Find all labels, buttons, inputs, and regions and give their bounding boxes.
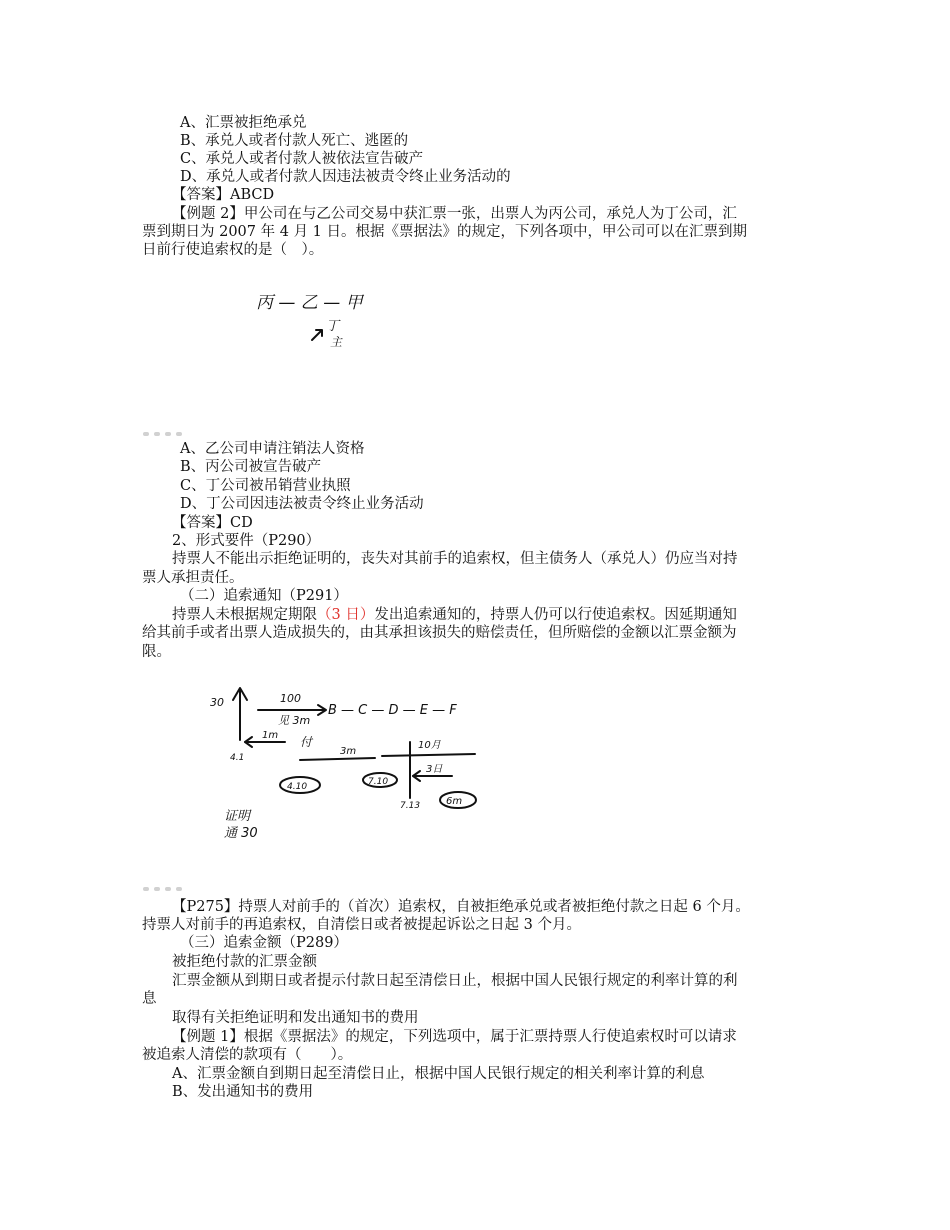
sketch2-3d: 3日: [426, 764, 443, 775]
paragraph-line: 限。: [142, 644, 171, 660]
option-c: C、丁公司被吊销营业执照: [180, 478, 351, 494]
paragraph-line: 票人承担责任。: [142, 570, 244, 586]
paragraph-line: 给其前手或者出票人造成损失的，由其承担该损失的赔偿责任，但所赔偿的金额以汇票金额为: [142, 625, 737, 641]
option-b: B、发出通知书的费用: [172, 1084, 314, 1100]
list-item: 取得有关拒绝证明和发出通知书的费用: [172, 1010, 419, 1026]
option-a: A、汇票金额自到期日起至清偿日止，根据中国人民银行规定的相关利率计算的利息: [172, 1066, 705, 1082]
option-b: B、丙公司被宣告破产: [180, 459, 322, 475]
option-a: A、汇票被拒绝承兑: [180, 115, 307, 131]
sketch2-line-d: [382, 754, 475, 756]
sketch2-10m: 10月: [418, 740, 441, 751]
sketch1-arrow: [312, 330, 322, 340]
example-2-line-2: 票到期日为 2007 年 4 月 1 日。根据《票据法》的规定，下列各项中，甲公司可以在汇票到期: [142, 224, 748, 240]
list-item: 汇票金额从到期日或者提示付款日起至清偿日止，根据中国人民银行规定的利率计算的利: [172, 973, 738, 989]
handwritten-sketch-2: [200, 680, 550, 845]
example-1-line-1: 【例题 1】根据《票据法》的规定，下列选项中，属于汇票持票人行使追索权时可以请求: [172, 1029, 737, 1045]
option-a: A、乙公司申请注销法人资格: [180, 441, 365, 457]
sketch1-chain: 丙 — 乙 — 甲: [256, 293, 363, 313]
example-1-line-2: 被追索人清偿的款项有（ ）。: [142, 1047, 353, 1063]
sketch2-3m-mid: 3m: [340, 746, 357, 757]
sketch2-note-2: 通 30: [224, 826, 258, 841]
sketch2-3m-top: 见 3m: [278, 714, 311, 727]
paragraph-line: 【P275】持票人对前手的（首次）追索权，自被拒绝承兑或者被拒绝付款之日起 6 个月。: [172, 899, 750, 915]
video-toolbar-icon: [143, 432, 182, 436]
sketch2-line-c: [300, 758, 375, 760]
handwritten-sketch-1: [250, 280, 440, 360]
example-2-line-3: 日前行使追索权的是（ ）。: [142, 242, 324, 258]
sketch2-pay: 付: [300, 735, 313, 749]
sketch2-oval-3-text: 6m: [446, 796, 463, 807]
sketch2-30: 30: [210, 696, 224, 709]
sketch2-1m: 1m: [262, 730, 279, 741]
sketch1-label-b: 主: [330, 335, 343, 349]
paragraph-line: 持票人不能出示拒绝证明的，丧失对其前手的追索权，但主债务人（承兑人）仍应当对持: [172, 551, 738, 567]
section-heading: （二）追索通知（P291）: [180, 588, 348, 604]
list-item: 被拒绝付款的汇票金额: [172, 954, 317, 970]
option-b: B、承兑人或者付款人死亡、逃匿的: [180, 133, 409, 149]
sketch2-oval-2-text: 7.10: [368, 777, 389, 787]
answer-label: 【答案】ABCD: [172, 187, 275, 203]
section-heading: 2、形式要件（P290）: [172, 533, 321, 549]
paragraph-line: [172, 606, 737, 624]
sketch2-100: 100: [280, 692, 301, 705]
sketch2-note-1: 证明: [224, 809, 251, 824]
section-heading: （三）追索金额（P289）: [180, 935, 348, 951]
notice-text: 持票人未根据规定期限: [172, 607, 317, 623]
answer-label: 【答案】CD: [172, 515, 253, 531]
deadline-highlight: （3 日）: [317, 607, 375, 623]
paragraph-line: 持票人对前手的再追索权，自清偿日或者被提起诉讼之日起 3 个月。: [142, 917, 581, 933]
list-item: 息: [142, 991, 157, 1007]
sketch2-date-41: 4.1: [230, 753, 245, 763]
option-d: D、承兑人或者付款人因违法被责令终止业务活动的: [180, 169, 511, 185]
option-d: D、丁公司因违法被责令终止业务活动: [180, 496, 424, 512]
option-c: C、承兑人或者付款人被依法宣告破产: [180, 151, 424, 167]
sketch2-oval-1-text: 4.10: [287, 782, 308, 792]
sketch2-713: 7.13: [400, 801, 421, 811]
video-toolbar-icon: [143, 887, 182, 891]
sketch1-label-a: 丁: [326, 319, 340, 334]
sketch2-chain: B — C — D — E — F: [328, 703, 457, 718]
example-2-line-1: 【例题 2】甲公司在与乙公司交易中获汇票一张，出票人为丙公司，承兑人为丁公司，汇: [172, 206, 737, 222]
sketch2-up-arrow: [233, 688, 247, 740]
notice-text: 发出追索通知的，持票人仍可以行使追索权。因延期通知: [374, 607, 737, 623]
